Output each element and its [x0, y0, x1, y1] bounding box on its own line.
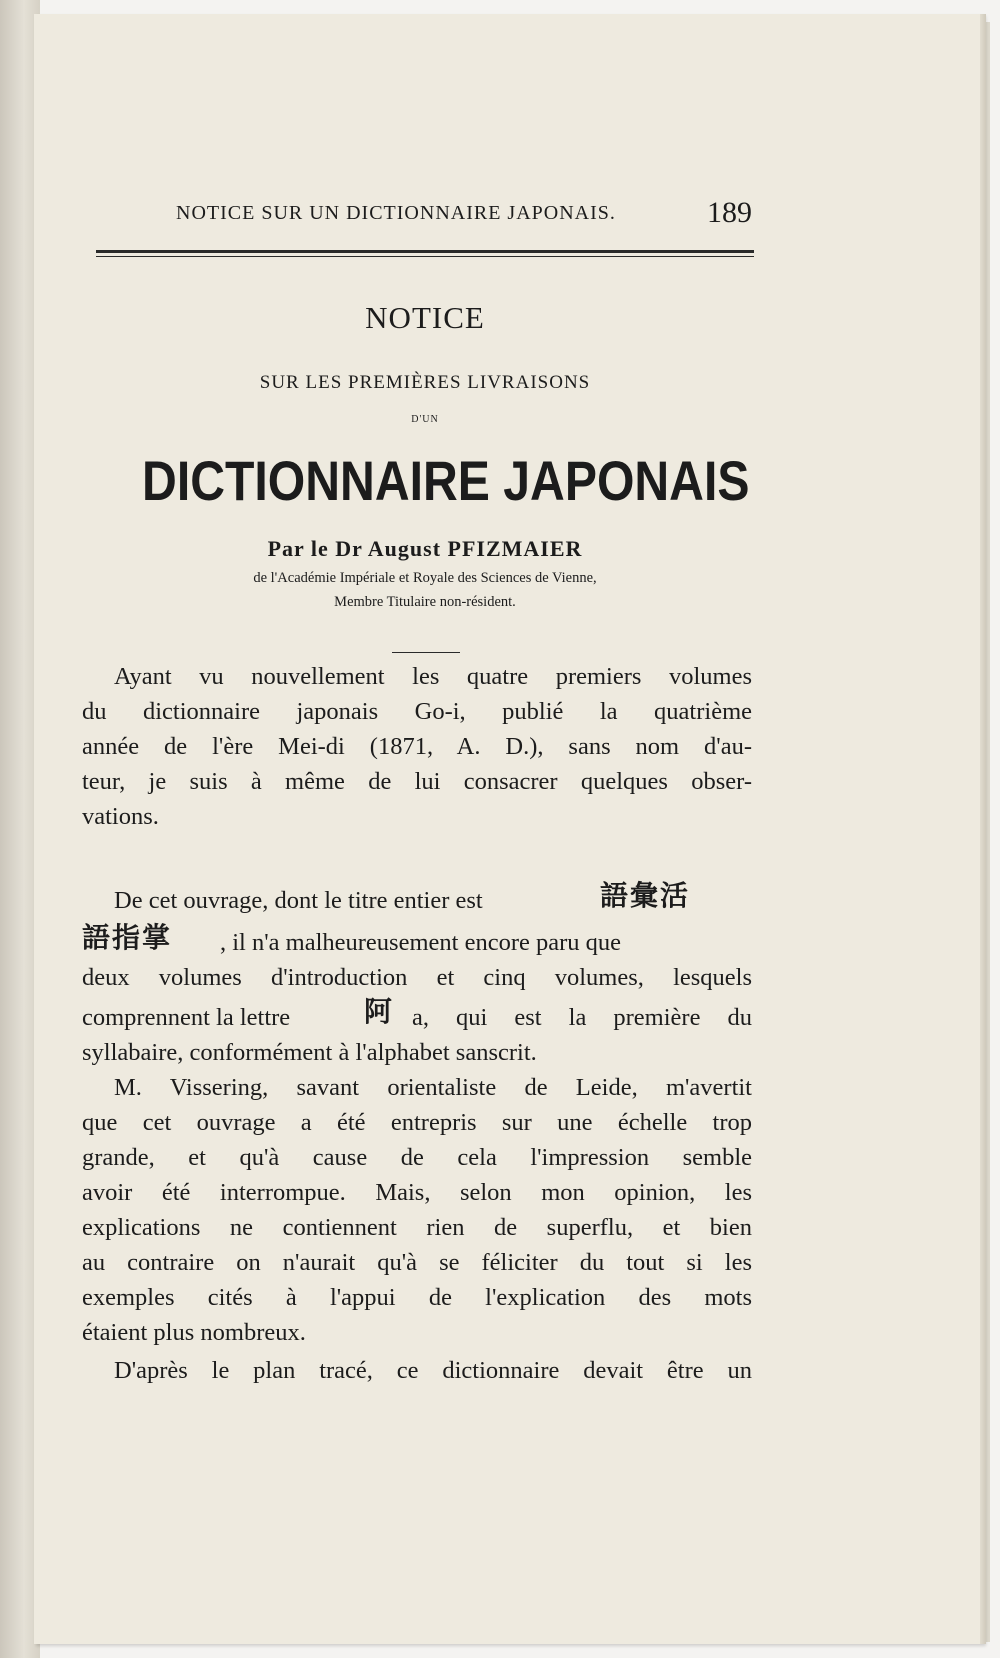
right-page-edge: [980, 14, 986, 1644]
subtitle-small: D'UN: [411, 414, 439, 425]
body-line: a, qui est la première du: [412, 1004, 752, 1031]
body-line: grande, et qu'à cause de cela l'impression semble: [82, 1144, 752, 1171]
body-line: teur, je suis à même de lui consacrer quelques obser-: [82, 768, 752, 795]
main-title: DICTIONNAIRE JAPONAIS: [142, 449, 750, 512]
body-line: étaient plus nombreux.: [82, 1319, 306, 1346]
body-line: comprennent la lettre: [82, 1004, 291, 1031]
body-line: année de l'ère Mei-di (1871, A. D.), sans nom d'au-: [82, 733, 752, 760]
body-line: du dictionnaire japonais Go-i, publié la quatrième: [82, 698, 752, 725]
body-line: deux volumes d'introduction et cinq volumes, lesquels: [82, 964, 752, 991]
body-line: syllabaire, conformément à l'alphabet sanscrit.: [82, 1039, 537, 1066]
body-line: , il n'a malheureusement encore paru que: [220, 929, 622, 956]
cjk-character-a: 阿: [364, 997, 395, 1028]
page-number: 189: [707, 196, 752, 229]
body-line: que cet ouvrage a été entrepris sur une échelle trop: [82, 1109, 752, 1136]
body-line: avoir été interrompue. Mais, selon mon opinion, les: [82, 1179, 752, 1206]
running-title: NOTICE SUR UN DICTIONNAIRE JAPONAIS.: [176, 202, 616, 224]
body-line: au contraire on n'aurait qu'à se féliciter du tout si les: [82, 1249, 752, 1276]
header-rule-thin: [96, 256, 754, 257]
body-line: D'après le plan tracé, ce dictionnaire devait être un: [114, 1357, 752, 1384]
running-head: [142, 188, 762, 229]
body-line: exemples cités à l'appui de l'explication des mots: [82, 1284, 752, 1311]
subtitle: SUR LES PREMIÈRES LIVRAISONS: [259, 372, 591, 393]
author-membership: Membre Titulaire non-résident.: [334, 594, 516, 610]
author-line: Par le Dr August PFIZMAIER: [267, 536, 583, 561]
body-line: De cet ouvrage, dont le titre entier est: [114, 887, 483, 914]
notice-heading: NOTICE: [365, 300, 485, 335]
author-affiliation: de l'Académie Impériale et Royale des Sciences de Vienne,: [253, 570, 597, 586]
body-line: explications ne contiennent rien de superflu, et bien: [82, 1214, 752, 1241]
body-line: M. Vissering, savant orientaliste de Leide, m'avertit: [114, 1074, 752, 1101]
body-line: Ayant vu nouvellement les quatre premiers volumes: [114, 663, 752, 690]
cjk-title-part1: 語彙活: [600, 881, 691, 912]
section-divider: [392, 652, 460, 653]
header-rule-thick: [96, 250, 754, 253]
body-line: vations.: [82, 803, 159, 830]
cjk-title-part2: 語指掌: [82, 923, 173, 954]
